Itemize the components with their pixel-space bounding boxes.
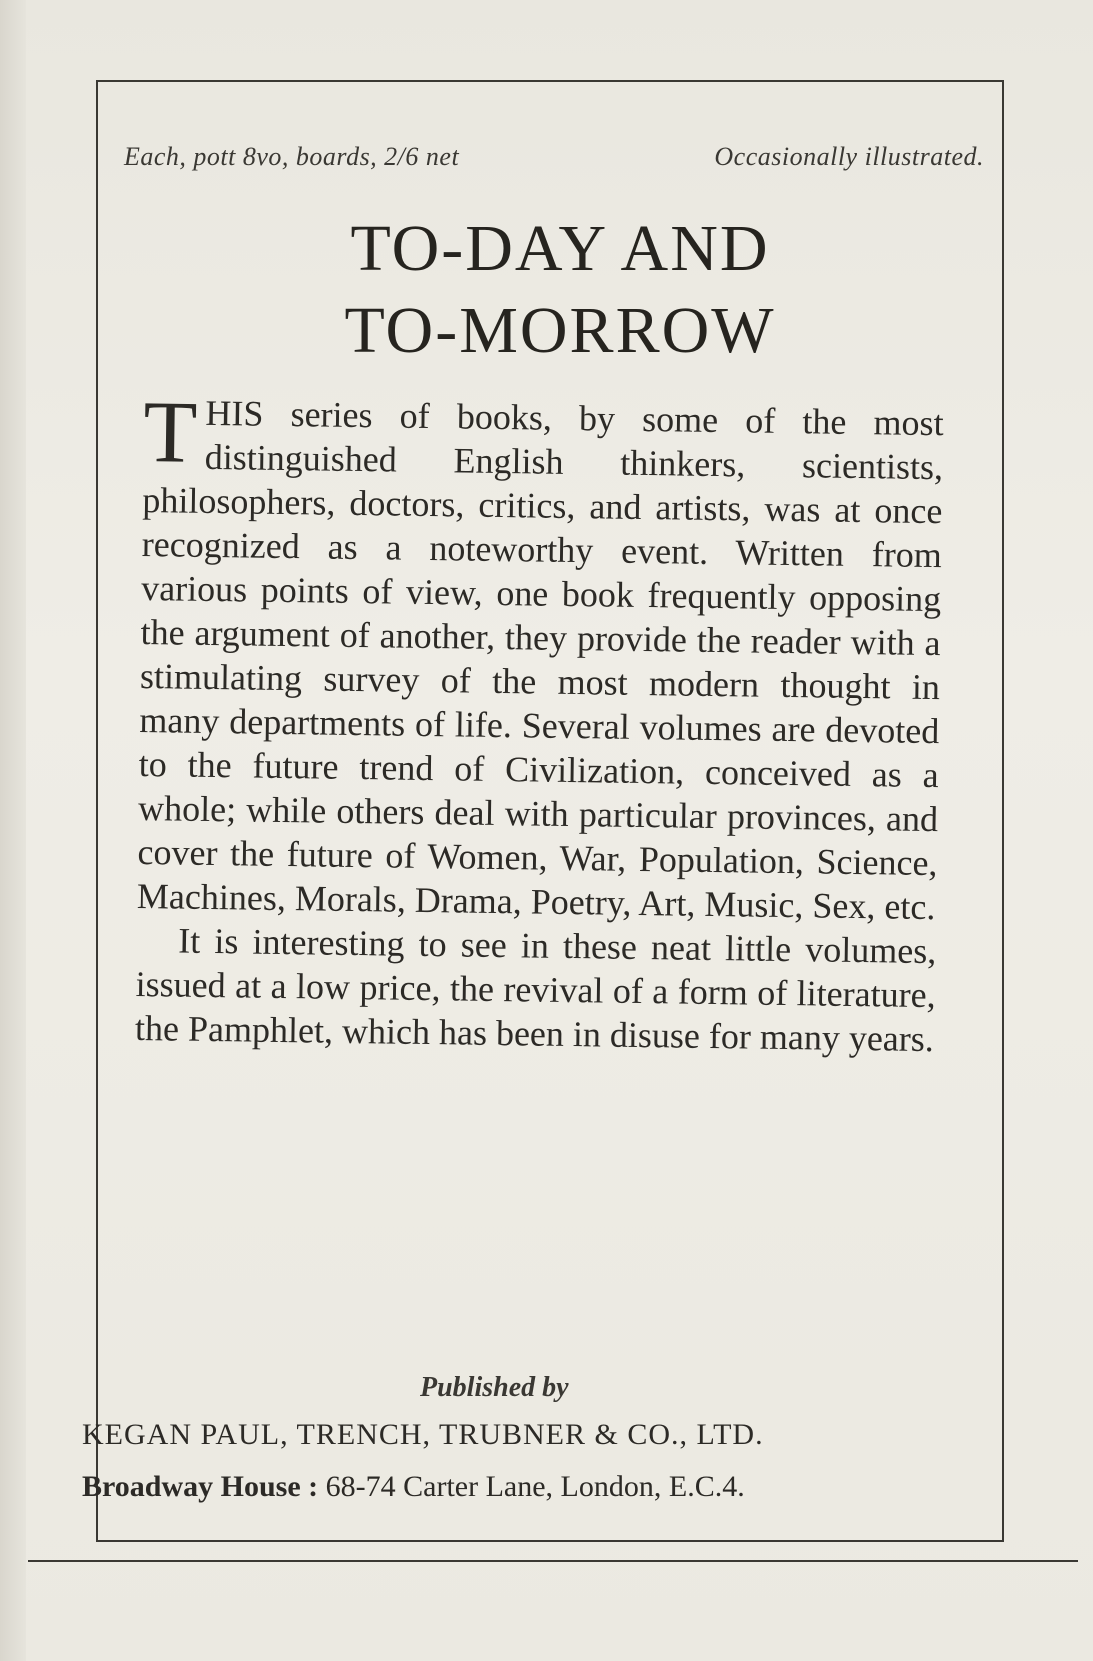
title-line-2: TO-MORROW: [344, 294, 776, 367]
series-header-line: [124, 142, 984, 172]
illustrated-note: Occasionally illustrated.: [714, 142, 984, 171]
frame-bottom-rule: [28, 1560, 1078, 1562]
page-edge: [0, 0, 26, 1661]
address-label: Broadway House :: [82, 1470, 319, 1503]
drop-cap: T: [142, 384, 198, 482]
paragraph-1: [136, 384, 944, 929]
series-title: [200, 208, 920, 372]
published-by: Published by: [420, 1372, 569, 1403]
title-line-1: TO-DAY AND: [350, 212, 770, 285]
address-text: 68-74 Carter Lane, London, E.C.4.: [325, 1470, 745, 1503]
paragraph-2: It is interesting to see in these neat little volumes, issued at a low price, the revival of a form of literature, the Pamphlet, which has been in disuse for many years.: [134, 920, 937, 1060]
publisher-name: KEGAN PAUL, TRENCH, TRUBNER & CO., LTD.: [82, 1418, 764, 1451]
paragraph-1-text: HIS series of books, by some of the most distinguished English thinkers, scientists, philosophers, doctors, critics, and artists, was at once recognized as a noteworthy event. Written from various points of view, one book frequently opposing the argument of another, they provide the reader with a stimulating survey of the most modern thought in many departments of life. Several volumes are devoted to the future trend of Civilization, conceived as a whole; while others deal with particular provinces, and cover the future of Women, War, Population, Science, Machines, Morals, Drama, Poetry, Art, Music, Sex, etc.: [136, 392, 944, 928]
publisher-address: [82, 1470, 982, 1504]
format-price-note: Each, pott 8vo, boards, 2/6 net: [124, 142, 460, 171]
description-body: [134, 384, 944, 1061]
